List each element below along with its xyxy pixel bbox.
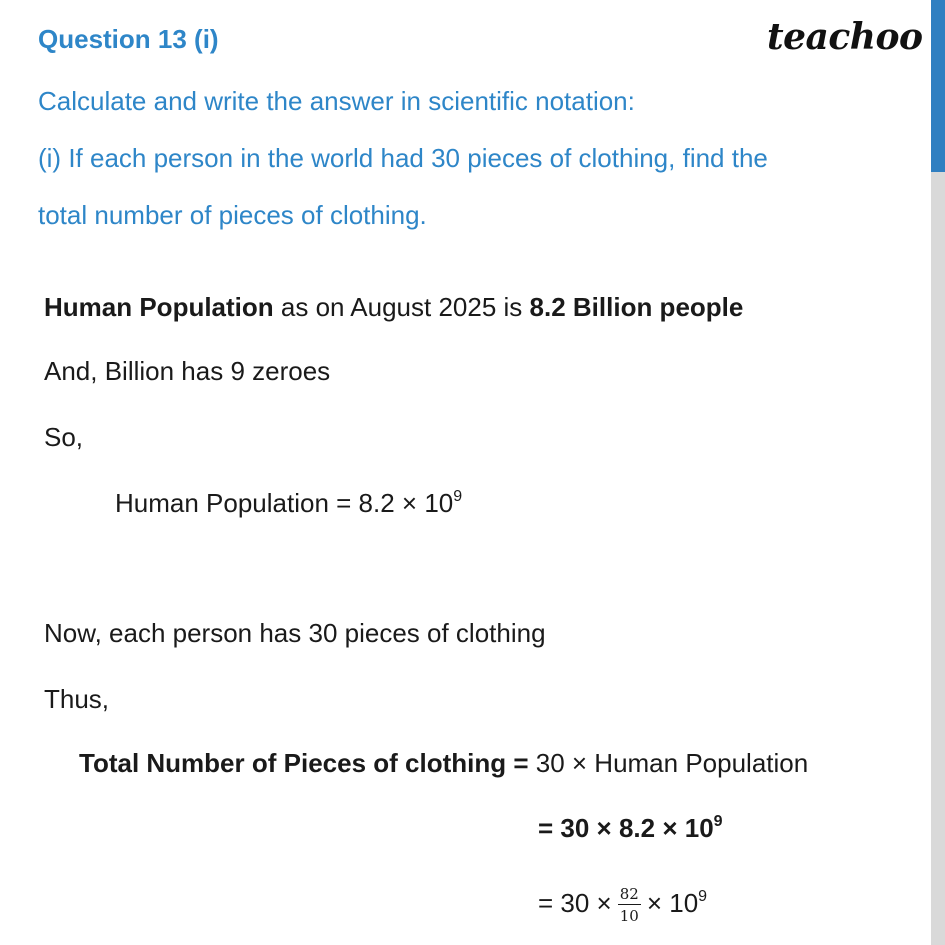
step-1-text: = 30 × 8.2 × 10 — [538, 813, 714, 843]
fraction-numerator: 82 — [619, 885, 639, 903]
step-2-prefix: = 30 × — [538, 887, 612, 918]
side-accent-highlight — [931, 0, 945, 172]
step-2-suffix: × 10 — [646, 887, 699, 918]
fraction-denominator: 10 — [619, 907, 639, 925]
total-equation — [79, 748, 808, 779]
step-2-equation — [538, 885, 707, 925]
population-value: 8.2 Billion people — [529, 292, 744, 322]
question-title: Question 13 (i) — [38, 24, 219, 54]
question-line-1: Calculate and write the answer in scientific notation: — [38, 86, 635, 116]
population-label: Human Population — [44, 292, 274, 322]
question-line-2: (i) If each person in the world had 30 pieces of clothing, find the — [38, 143, 768, 173]
total-label: Total Number of Pieces of clothing = — [79, 748, 529, 778]
population-equation-text: Human Population = 8.2 × 10 — [115, 488, 454, 518]
teachoo-logo: teachoo — [767, 16, 923, 58]
population-statement — [44, 292, 743, 323]
step-2-exponent: 9 — [698, 887, 708, 905]
billion-statement: And, Billion has 9 zeroes — [44, 356, 331, 386]
population-equation-exponent: 9 — [453, 488, 463, 505]
step-1-equation — [538, 813, 723, 844]
total-rhs: 30 × Human Population — [528, 748, 809, 778]
each-person-statement: Now, each person has 30 pieces of clothing — [44, 618, 546, 648]
population-equation — [115, 488, 462, 519]
step-1-exponent: 9 — [713, 813, 723, 830]
so-text: So, — [44, 422, 84, 452]
fraction — [618, 885, 641, 925]
side-accent-bar — [931, 0, 945, 945]
question-line-3: total number of pieces of clothing. — [38, 200, 427, 230]
population-mid-text: as on August 2025 is — [273, 292, 530, 322]
thus-text: Thus, — [44, 684, 110, 714]
